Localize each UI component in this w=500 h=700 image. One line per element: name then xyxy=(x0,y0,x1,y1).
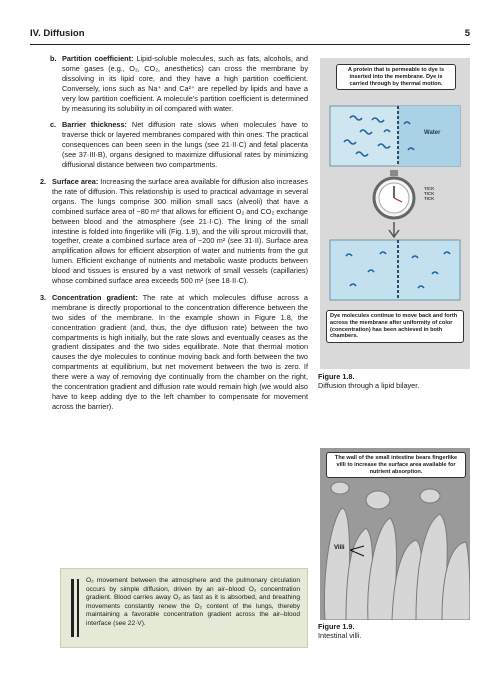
item-lead: Barrier thickness: xyxy=(62,120,127,130)
figure-1-8-bottom-label: Dye molecules continue to move back and forth across the membrane after uniformity of color (concentration) has been achieved in both chambers. xyxy=(326,310,464,343)
item-text: Increasing the surface area available for diffusion also increases the rate of diffusion. This relationship is used to practical advantage in several organs. The lungs comprise 300 million small sacs (alveoli) that have a combined surface area of ~80 m² that allows for efficient O₂ and CO₂ exchange between blood and the atmosphere (see 21·I·C). The lining of the small intestine is folded into fingerlike villi (Fig. 1.9), and the villi sprout microvilli that, together, create a combined surface area of ~200 m² (see 31·II). Surface area amplification allows for efficient absorption of water and nutrients from the gut lumen. Efficient exchange of nutrients and metabolic waste products between blood and tissues is ensured by a vast network of small vessels (capillaries) whose combined surface area exceeds 500 m² (see 18·II·C). xyxy=(52,176,308,286)
figure-1-8-top-label: A protein that is permeable to dye is inserted into the membrane. Dye is carried through by thermal motion. xyxy=(336,64,456,90)
item-partition-coefficient xyxy=(40,54,308,113)
villi-label: Villi xyxy=(334,545,345,551)
item-marker: 3. xyxy=(40,292,47,302)
item-marker: b. xyxy=(50,54,57,63)
figure-1-8-caption xyxy=(318,372,478,390)
item-concentration-gradient xyxy=(40,293,308,412)
running-header xyxy=(30,28,470,45)
callout-bar-icon xyxy=(71,579,74,637)
tick-label: TICK TICK TICK xyxy=(424,186,435,202)
figure-number: Figure 1.9. xyxy=(318,622,355,631)
page-number: 5 xyxy=(464,28,470,39)
main-text-column xyxy=(40,54,308,419)
item-barrier-thickness xyxy=(40,120,308,170)
item-text: Lipid-soluble molecules, such as fats, alcohols, and some gases (e.g., O₂, CO₂, anesthetics) can cross the membrane by dissolving in its lipid core, and they have a high partition coefficient. Conversely, ions such as Na⁺ and Ca²⁺ are repelled by lipids and have a very low partition coefficient. A molecule's partition coefficient is determined by measuring its solubility in oil compared with water. xyxy=(62,54,308,113)
arrow-down-icon xyxy=(389,222,399,237)
figure-caption-text: Intestinal villi. xyxy=(318,631,362,640)
callout-bar-icon xyxy=(77,579,79,637)
figure-1-9-caption xyxy=(318,622,478,640)
item-text: Net diffusion rate slows when molecules have to traverse thick or layered membranes compared with thin ones. The practical consequences can been seen in the lungs (see 21·II·C) and fetal placenta (see 37·III·B), organs designed to maximize diffusional rates by minimizing diffusional distance between two compartments. xyxy=(62,120,308,170)
figure-caption-text: Diffusion through a lipid bilayer. xyxy=(318,381,420,390)
item-lead: Surface area: xyxy=(52,176,99,186)
clinical-callout-box xyxy=(60,568,308,648)
chapter-heading: IV. Diffusion xyxy=(30,28,85,39)
stopwatch-icon xyxy=(374,170,414,218)
water-label: Water xyxy=(424,130,441,136)
figure-1-8-illustration xyxy=(320,58,470,369)
item-lead: Concentration gradient: xyxy=(52,292,138,302)
item-text: The rate at which molecules diffuse across a membrane is directly proportional to the concentration difference between the two sides of the membrane. In the example shown in Figure 1.8, the concentration gradient (and, thus, the dye diffusion rate) between the two compartments is high initially, but the rate slows and eventually ceases as the gradient dissipates and the two sides equilibrate. Note that thermal motion causes the dye molecules to continue moving back and forth between the two compartments at equilibrium, but net movement between the two is zero. If there were a way of removing dye continually from the chamber on the right, the concentration gradient and diffusion rate would remain high (we would also have to keep adding dye to the left chamber to compensate for movement across the barrier). xyxy=(52,292,308,411)
item-marker: 2. xyxy=(40,176,47,186)
item-marker: c. xyxy=(50,120,57,130)
figure-number: Figure 1.8. xyxy=(318,372,355,381)
upper-right-water xyxy=(398,106,460,166)
callout-text: O₂ movement between the atmosphere and the pulmonary circulation occurs by simple diffusion, driven by an air–blood O₂ concentration gradient. Blood carries away O₂ as fast as it is absorbed, and breathing movements constantly renew the O₂ content of the lungs, thereby maintaining a favorable concentration gradient across the air–blood interface (see 22·V). xyxy=(86,577,300,627)
figure-1-9-micrograph xyxy=(320,448,470,620)
item-lead: Partition coefficient: xyxy=(62,54,134,63)
item-surface-area xyxy=(40,177,308,286)
figure-1-9-top-label: The wall of the small intestine bears fingerlike villi to increase the surface area available for nutrient absorption. xyxy=(326,452,466,478)
lower-chamber xyxy=(330,240,460,300)
